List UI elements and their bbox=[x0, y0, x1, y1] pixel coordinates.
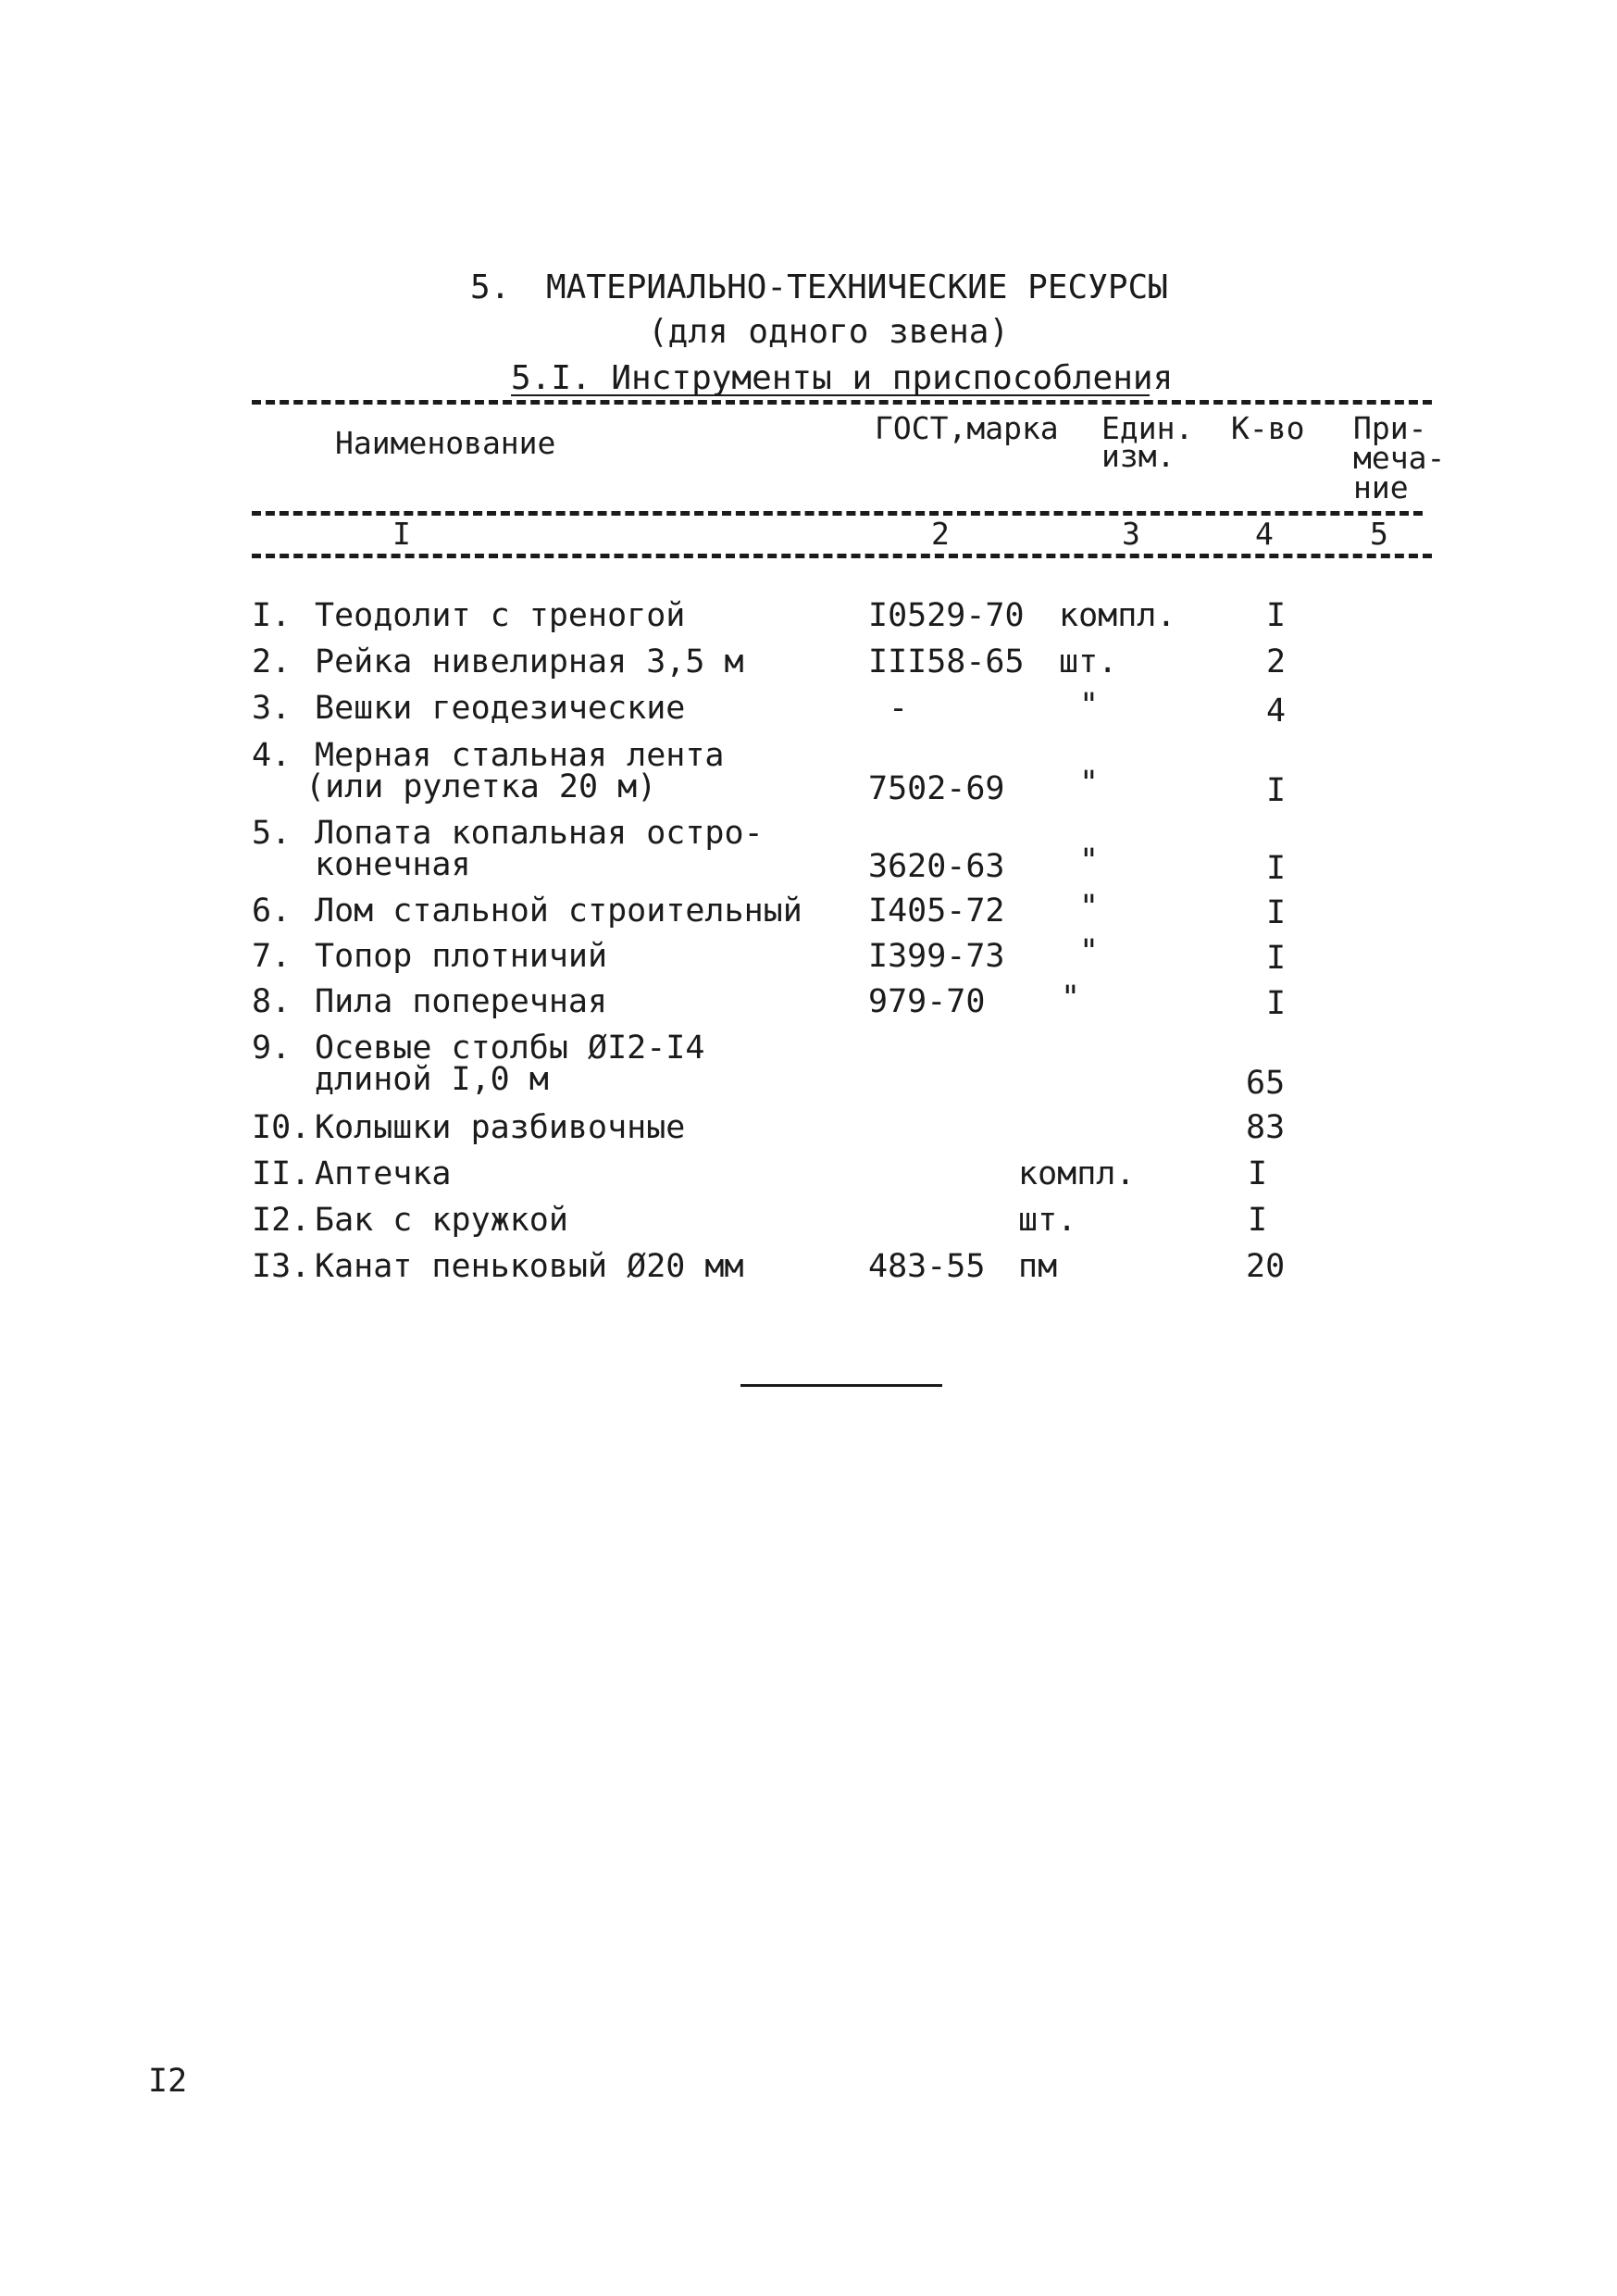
colnum-5: 5 bbox=[1370, 516, 1388, 552]
page-number: I2 bbox=[148, 2063, 188, 2100]
row-name-line2: (или рулетка 20 м) bbox=[305, 768, 657, 805]
section-number: 5. bbox=[470, 268, 511, 306]
row-number: I. bbox=[252, 597, 292, 634]
header-note-line2: меча- bbox=[1353, 440, 1446, 476]
subsection-underline bbox=[511, 394, 1150, 396]
header-unit-line1: Един. bbox=[1101, 410, 1194, 446]
row-qty: 83 bbox=[1246, 1109, 1286, 1146]
row-gost: 7502-69 bbox=[868, 770, 1005, 807]
row-name: Аптечка bbox=[315, 1155, 452, 1192]
header-name: Наименование bbox=[335, 425, 556, 461]
row-gost: I405-72 bbox=[868, 892, 1005, 930]
row-number: 3. bbox=[252, 690, 292, 727]
colnum-3: 3 bbox=[1122, 516, 1140, 552]
header-bottom-rule bbox=[252, 511, 1423, 516]
row-unit: " bbox=[1061, 980, 1081, 1017]
row-qty: I bbox=[1266, 940, 1287, 977]
row-number: 9. bbox=[252, 1029, 292, 1067]
subsection-title: 5.I. Инструменты и приспособления bbox=[511, 359, 1174, 397]
row-unit: пм bbox=[1018, 1248, 1058, 1285]
colnum-2: 2 bbox=[931, 516, 950, 552]
section-subtitle: (для одного звена) bbox=[648, 313, 1010, 351]
row-qty: I bbox=[1248, 1155, 1268, 1192]
row-unit: " bbox=[1079, 765, 1100, 802]
row-number: I3. bbox=[252, 1248, 311, 1285]
row-gost: 979-70 bbox=[868, 983, 986, 1020]
row-number: 5. bbox=[252, 815, 292, 852]
header-note-line3: ние bbox=[1353, 469, 1409, 505]
row-name: Теодолит с треногой bbox=[315, 597, 686, 634]
row-gost: 483-55 bbox=[868, 1248, 986, 1285]
row-name: Лом стальной строительный bbox=[315, 892, 802, 930]
row-unit: " bbox=[1079, 933, 1100, 970]
row-number: I2. bbox=[252, 1202, 311, 1239]
end-rule bbox=[740, 1384, 942, 1387]
header-gost: ГОСТ,марка bbox=[875, 410, 1059, 446]
row-number: 7. bbox=[252, 938, 292, 975]
row-name: Рейка нивелирная 3,5 м bbox=[315, 643, 744, 680]
row-name: Колышки разбивочные bbox=[315, 1109, 686, 1146]
row-name: Пила поперечная bbox=[315, 983, 608, 1020]
row-unit: " bbox=[1079, 687, 1100, 724]
row-name: Мерная стальная лента bbox=[315, 737, 725, 774]
row-qty: 2 bbox=[1266, 643, 1287, 680]
colnum-bottom-rule bbox=[252, 554, 1432, 558]
row-qty: 65 bbox=[1246, 1065, 1286, 1102]
row-name: Топор плотничий bbox=[315, 938, 608, 975]
row-unit: " bbox=[1079, 842, 1100, 880]
row-unit: компл. bbox=[1059, 597, 1176, 634]
row-name-line2: конечная bbox=[315, 846, 471, 883]
colnum-1: I bbox=[392, 516, 411, 552]
row-gost: I0529-70 bbox=[868, 597, 1025, 634]
row-unit: шт. bbox=[1018, 1202, 1077, 1239]
row-name: Бак с кружкой bbox=[315, 1202, 568, 1239]
row-name: Канат пеньковый Ø20 мм bbox=[315, 1248, 744, 1285]
header-unit-line2: изм. bbox=[1101, 438, 1175, 474]
header-note-line1: При- bbox=[1353, 410, 1427, 446]
row-name: Осевые столбы ØI2-I4 bbox=[315, 1029, 705, 1067]
row-number: I0. bbox=[252, 1109, 311, 1146]
row-qty: I bbox=[1266, 894, 1287, 931]
row-number: 8. bbox=[252, 983, 292, 1020]
row-name-line2: длиной I,0 м bbox=[315, 1061, 549, 1098]
row-number: 6. bbox=[252, 892, 292, 930]
colnum-4: 4 bbox=[1255, 516, 1274, 552]
row-qty: I bbox=[1266, 597, 1287, 634]
row-gost: I399-73 bbox=[868, 938, 1005, 975]
row-number: 4. bbox=[252, 737, 292, 774]
row-qty: I bbox=[1266, 772, 1287, 809]
row-gost: III58-65 bbox=[868, 643, 1025, 680]
row-qty: I bbox=[1266, 985, 1287, 1022]
row-qty: I bbox=[1248, 1202, 1268, 1239]
row-unit: " bbox=[1079, 889, 1100, 926]
row-number: II. bbox=[252, 1155, 311, 1192]
row-gost: - bbox=[889, 690, 909, 727]
table-top-rule bbox=[252, 400, 1432, 405]
row-number: 2. bbox=[252, 643, 292, 680]
row-name: Лопата копальная остро- bbox=[315, 815, 764, 852]
header-qty: К-во bbox=[1231, 410, 1305, 446]
section-title: МАТЕРИАЛЬНО-ТЕХНИЧЕСКИЕ РЕСУРСЫ bbox=[546, 268, 1168, 306]
row-unit: шт. bbox=[1059, 643, 1118, 680]
row-name: Вешки геодезические bbox=[315, 690, 686, 727]
row-qty: 20 bbox=[1246, 1248, 1286, 1285]
row-qty: 4 bbox=[1266, 693, 1287, 730]
row-gost: 3620-63 bbox=[868, 848, 1005, 885]
row-unit: компл. bbox=[1018, 1155, 1136, 1192]
row-qty: I bbox=[1266, 850, 1287, 887]
